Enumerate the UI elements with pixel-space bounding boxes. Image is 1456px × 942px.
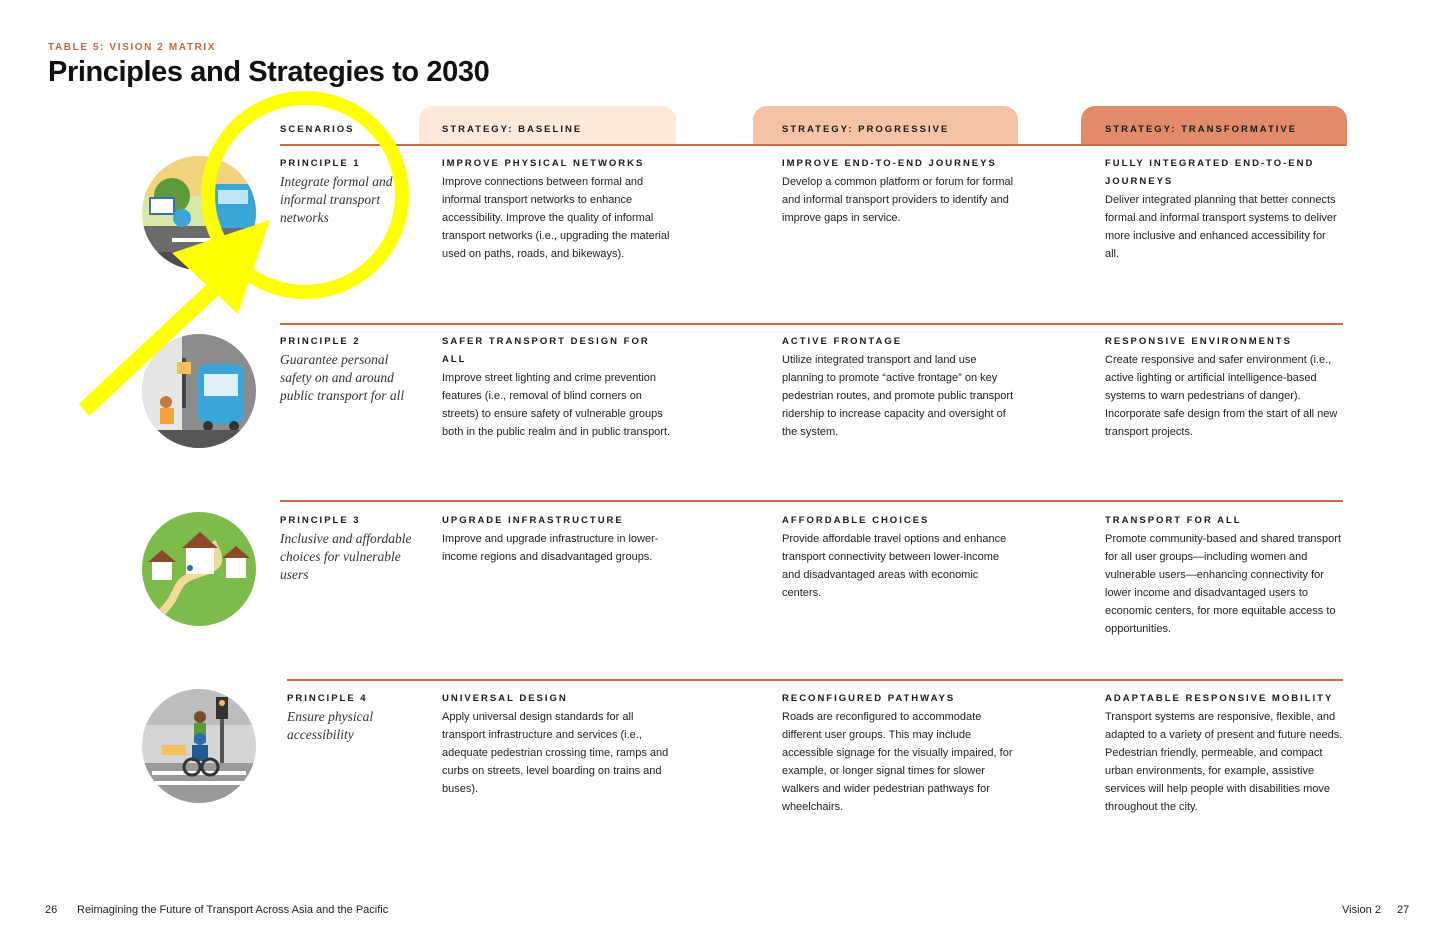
transformative-strategy-title: TRANSPORT FOR ALL — [1105, 515, 1242, 526]
village-path-illustration-icon — [142, 512, 256, 626]
header-rule — [280, 144, 1346, 146]
principle-label: PRINCIPLE 1 — [280, 158, 361, 169]
row-separator — [280, 323, 1343, 325]
principle-name: Integrate formal and informal transport networks — [280, 174, 393, 225]
principle-name: Inclusive and affordable choices for vulnerable users — [280, 531, 412, 582]
progressive-strategy-title: IMPROVE END-TO-END JOURNEYS — [782, 158, 997, 169]
progressive-strategy-title: AFFORDABLE CHOICES — [782, 515, 930, 526]
principle-label: PRINCIPLE 4 — [287, 693, 368, 704]
transformative-strategy-title: FULLY INTEGRATED END-TO-END JOURNEYS — [1105, 158, 1315, 187]
progressive-strategy-text: Develop a common platform or forum for formal and informal transport providers to identify and improve gaps in service. — [782, 176, 1014, 224]
wheelchair-crossing-illustration-icon — [142, 689, 256, 803]
principle-label: PRINCIPLE 2 — [280, 336, 361, 347]
transformative-header: STRATEGY: TRANSFORMATIVE — [1105, 124, 1298, 135]
scenarios-header: SCENARIOS — [280, 124, 355, 135]
baseline-strategy-text: Improve connections between formal and informal transport networks to enhance accessibility. Improve the quality of informal transport networks (i.e., upgrading the material used on paths, roads, and bikeways). — [442, 176, 670, 260]
baseline-strategy-title: IMPROVE PHYSICAL NETWORKS — [442, 158, 645, 169]
transformative-strategy-text: Promote community-based and shared transport for all user groups—including women and vulnerable users—enhancing connectivity for lower income and disadvantaged users to economic centers, for more equitable access to opportunities. — [1105, 533, 1342, 635]
progressive-strategy-text: Utilize integrated transport and land use planning to promote “active frontage” on key pedestrian routes, and promote public transport ridership to increase capacity and oversight of the system. — [782, 354, 1014, 438]
progressive-strategy-text: Roads are reconfigured to accommodate different user groups. This may include accessible signage for the visually impaired, for example, or longer signal times for slower walkers and wider pedestrian pathways for wheelchairs. — [782, 711, 1013, 813]
baseline-strategy-text: Improve and upgrade infrastructure in lower-income regions and disadvantaged groups. — [442, 533, 659, 563]
transformative-strategy-title: RESPONSIVE ENVIRONMENTS — [1105, 336, 1292, 347]
transformative-strategy-text: Transport systems are responsive, flexible, and adapted to a variety of present and future needs. Pedestrian friendly, permeable, and compact urban environments, for example, assistive services will help people with disabilities move throughout the city. — [1105, 711, 1343, 813]
baseline-strategy-text: Improve street lighting and crime prevention features (i.e., removal of blind corners on streets) to ensure safety of vulnerable groups both in the public realm and in public transport. — [442, 372, 671, 438]
informal-transport-illustration-icon — [142, 156, 256, 270]
left-page-number: 26 — [45, 904, 58, 916]
progressive-strategy-text: Provide affordable travel options and enhance transport connectivity between lower-income and disadvantaged areas with economic centers. — [782, 533, 1007, 599]
baseline-strategy-title: SAFER TRANSPORT DESIGN FOR ALL — [442, 336, 650, 365]
page-title: Principles and Strategies to 2030 — [48, 56, 490, 88]
baseline-strategy-text: Apply universal design standards for all transport infrastructure and services (i.e., adequate pedestrian crossing time, ramps and curbs on streets, level boarding on trains and buses). — [442, 711, 669, 795]
right-running-title: Vision 2 — [1342, 904, 1381, 916]
baseline-header: STRATEGY: BASELINE — [442, 124, 583, 135]
transformative-strategy-text: Deliver integrated planning that better connects formal and informal transport systems to deliver more inclusive and enhanced accessibility for all. — [1105, 194, 1337, 260]
transformative-strategy-title: ADAPTABLE RESPONSIVE MOBILITY — [1105, 693, 1334, 704]
right-page-number: 27 — [1397, 904, 1410, 916]
row-separator — [287, 679, 1343, 681]
table-eyebrow: TABLE 5: VISION 2 MATRIX — [48, 42, 217, 53]
bus-stop-safety-illustration-icon — [142, 334, 256, 448]
row-separator — [280, 500, 1343, 502]
principle-label: PRINCIPLE 3 — [280, 515, 361, 526]
progressive-strategy-title: RECONFIGURED PATHWAYS — [782, 693, 956, 704]
progressive-strategy-title: ACTIVE FRONTAGE — [782, 336, 903, 347]
baseline-strategy-title: UNIVERSAL DESIGN — [442, 693, 568, 704]
principle-name: Ensure physical accessibility — [287, 709, 374, 742]
baseline-strategy-title: UPGRADE INFRASTRUCTURE — [442, 515, 624, 526]
progressive-header: STRATEGY: PROGRESSIVE — [782, 124, 950, 135]
left-running-title: Reimagining the Future of Transport Across Asia and the Pacific — [77, 904, 389, 916]
transformative-strategy-text: Create responsive and safer environment (i.e., active lighting or artificial intelligence-based systems to warn pedestrians of danger). Incorporate safe design from the start of all new transport projects. — [1105, 354, 1338, 438]
principle-name: Guarantee personal safety on and around public transport for all — [280, 352, 405, 403]
